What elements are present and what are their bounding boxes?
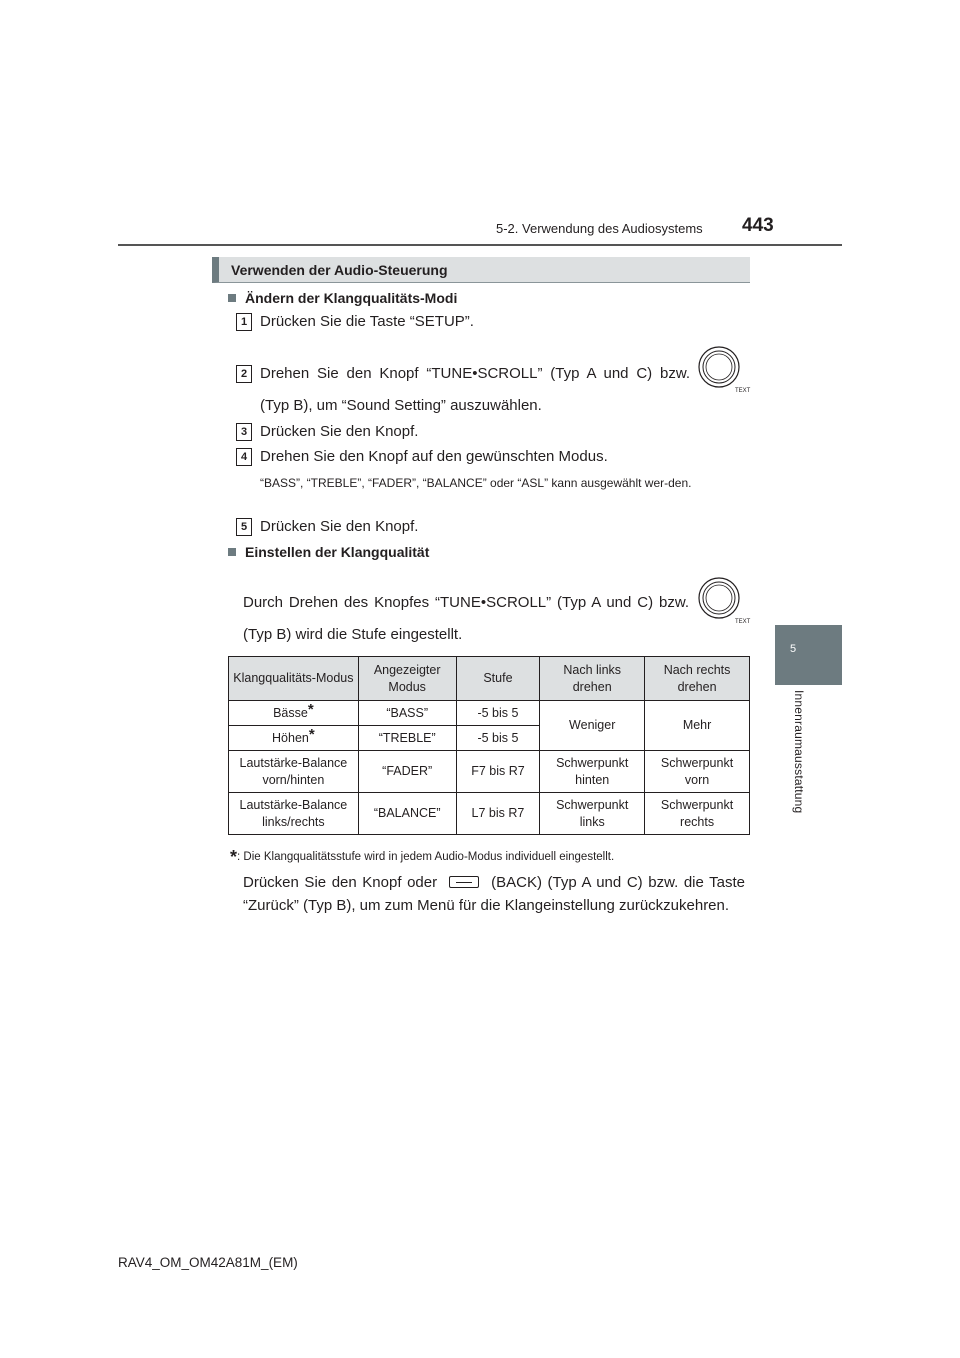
step-number-3: 3 bbox=[236, 423, 252, 441]
section-title: Verwenden der Audio-Steuerung bbox=[231, 262, 448, 278]
chapter-tab-label: Innenraumausstattung bbox=[792, 690, 806, 814]
step-1-text: Drücken Sie die Taste “SETUP”. bbox=[260, 313, 474, 330]
return-text-line-1: Drücken Sie den Knopf oder (BACK) (Typ A und C) bzw. die Taste bbox=[243, 874, 746, 891]
table-cell-left: Schwerpunkt links bbox=[540, 793, 645, 835]
document-code-footer: RAV4_OM_OM42A81M_(EM) bbox=[118, 1255, 298, 1270]
sound-quality-table bbox=[228, 656, 750, 835]
header-section-title: 5-2. Verwendung des Audiosystems bbox=[496, 221, 703, 236]
table-cell-display: “BASS” bbox=[358, 701, 456, 726]
table-header-cell: Stufe bbox=[456, 657, 540, 701]
table-cell-display: “TREBLE” bbox=[358, 726, 456, 751]
table-cell-level: -5 bis 5 bbox=[456, 701, 540, 726]
square-bullet-icon bbox=[228, 294, 236, 302]
table-cell-display: “FADER” bbox=[358, 751, 456, 793]
table-cell-mode: Bässe* bbox=[229, 701, 359, 726]
subheading-adjust-tone: Einstellen der Klangqualität bbox=[228, 544, 429, 560]
svg-text:TEXT: TEXT bbox=[735, 619, 751, 625]
table-row bbox=[229, 751, 750, 793]
table-cell-mode: Lautstärke-Balance links/rechts bbox=[229, 793, 359, 835]
section-title-bar bbox=[212, 257, 750, 283]
chapter-tab bbox=[775, 625, 842, 685]
subheading-change-modes: Ändern der Klangqualitäts-Modi bbox=[228, 290, 457, 306]
table-cell-left: Schwerpunkt hinten bbox=[540, 751, 645, 793]
table-cell-left: Weniger bbox=[540, 701, 645, 751]
tune-scroll-knob-icon bbox=[697, 345, 751, 395]
step-number-4: 4 bbox=[236, 448, 252, 466]
back-button-icon bbox=[449, 876, 479, 888]
table-cell-mode: Lautstärke-Balance vorn/hinten bbox=[229, 751, 359, 793]
step-4-note: “BASS”, “TREBLE”, “FADER”, “BALANCE” oder “ASL” kann ausgewählt wer-den. bbox=[260, 476, 692, 490]
adjust-text-line-1: Durch Drehen des Knopfes “TUNE•SCROLL” (Typ A und C) bzw. bbox=[243, 594, 689, 611]
step-number-5: 5 bbox=[236, 518, 252, 536]
table-header-cell: Angezeigter Modus bbox=[358, 657, 456, 701]
table-cell-right: Schwerpunkt vorn bbox=[645, 751, 750, 793]
step-2-text-continued: (Typ B), um “Sound Setting” auszuwählen. bbox=[260, 397, 542, 414]
table-cell-display: “BALANCE” bbox=[358, 793, 456, 835]
square-bullet-icon bbox=[228, 548, 236, 556]
chapter-tab-number: 5 bbox=[790, 643, 797, 655]
step-2-text: Drehen Sie den Knopf “TUNE•SCROLL” (Typ A und C) bzw. bbox=[260, 365, 690, 382]
table-cell-right: Mehr bbox=[645, 701, 750, 751]
step-number-2: 2 bbox=[236, 365, 252, 383]
table-header-cell: Nach links drehen bbox=[540, 657, 645, 701]
page-number: 443 bbox=[742, 215, 774, 236]
table-cell-mode: Höhen* bbox=[229, 726, 359, 751]
svg-text:TEXT: TEXT bbox=[735, 388, 751, 394]
table-cell-level: -5 bis 5 bbox=[456, 726, 540, 751]
step-5-text: Drücken Sie den Knopf. bbox=[260, 518, 419, 535]
header-divider bbox=[118, 244, 842, 246]
step-3-text: Drücken Sie den Knopf. bbox=[260, 423, 419, 440]
adjust-text-line-2: (Typ B) wird die Stufe eingestellt. bbox=[243, 626, 463, 643]
table-header-row bbox=[229, 657, 750, 701]
table-footnote: *: Die Klangqualitätsstufe wird in jedem Audio-Modus individuell eingestellt. bbox=[230, 847, 615, 867]
step-number-1: 1 bbox=[236, 313, 252, 331]
table-header-cell: Nach rechts drehen bbox=[645, 657, 750, 701]
table-header-cell: Klangqualitäts-Modus bbox=[229, 657, 359, 701]
step-4-text: Drehen Sie den Knopf auf den gewünschten Modus. bbox=[260, 448, 608, 465]
table-row bbox=[229, 701, 750, 726]
tune-scroll-knob-icon bbox=[697, 576, 751, 626]
table-cell-right: Schwerpunkt rechts bbox=[645, 793, 750, 835]
return-text-line-2: “Zurück” (Typ B), um zum Menü für die Klangeinstellung zurückzukehren. bbox=[243, 897, 730, 914]
table-row bbox=[229, 793, 750, 835]
table-cell-level: F7 bis R7 bbox=[456, 751, 540, 793]
table-cell-level: L7 bis R7 bbox=[456, 793, 540, 835]
